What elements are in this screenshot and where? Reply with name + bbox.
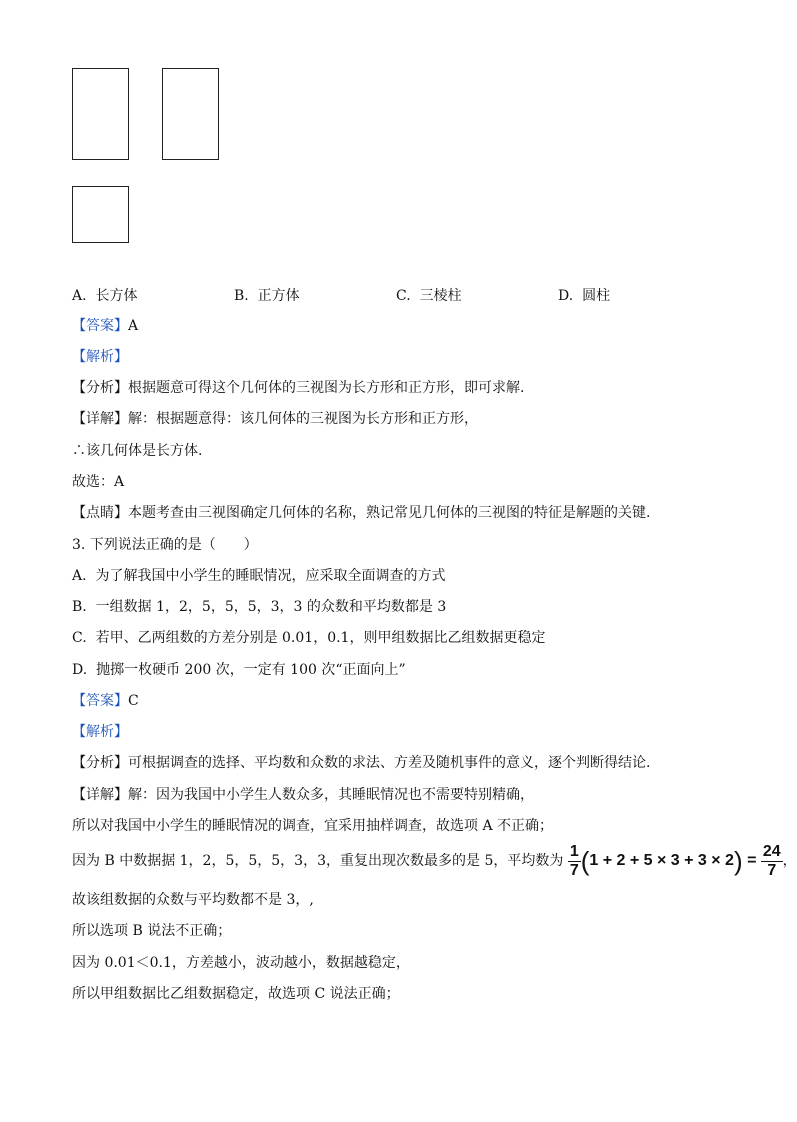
sum-expression: 1 + 2 + 5 × 3 + 3 × 2	[589, 852, 734, 869]
fraction-one-seventh: $\frac{1}{7}$	[569, 842, 579, 879]
q3-line6: 因为 0.01＜0.1，方差越小，波动越小，数据越稳定，	[72, 955, 410, 971]
mean-formula: $\frac{1}{7}$ (1 + 2 + 5 × 3 + 3 × 2) = $\frac{24}{7}$ ，	[569, 842, 797, 879]
q2-option-b: B. 正方体	[234, 288, 300, 304]
q2-option-a: A. 长方体	[72, 288, 138, 304]
q3-fenxi: 【分析】可根据调查的选择、平均数和众数的求法、方差及随机事件的意义，逐个判断得结论.	[72, 755, 651, 771]
q3-line4: 故该组数据的众数与平均数都不是 3，,	[72, 892, 314, 908]
answer-tag: 【答案】	[72, 693, 128, 709]
answer-tag: 【答案】	[72, 318, 128, 334]
q2-fenxi: 【分析】根据题意可得这个几何体的三视图为长方形和正方形，即可求解.	[72, 380, 525, 396]
q2-answer: 【答案】A	[72, 318, 139, 334]
q3-line3: 因为 B 中数据据 1，2，5，5，5，3，3，重复出现次数最多的是 5，平均数为 $\frac{1}{7}$ (1 + 2 + 5 × 3 + 3 × 2) = $\frac{24}{7}$ ，	[72, 841, 797, 881]
q3-line7: 所以甲组数据比乙组数据稳定，故选项 C 说法正确；	[72, 986, 400, 1002]
side-view-rectangle	[162, 68, 219, 160]
q3-option-a: A. 为了解我国中小学生的睡眠情况，应采取全面调查的方式	[72, 568, 446, 584]
q3-option-d: D. 抛掷一枚硬币 200 次，一定有 100 次“正面向上”	[72, 662, 406, 678]
q3-analysis-tag: 【解析】	[72, 724, 128, 740]
top-view-square	[72, 186, 129, 243]
q2-dianjing: 【点睛】本题考查由三视图确定几何体的名称，熟记常见几何体的三视图的特征是解题的关键.	[72, 505, 651, 521]
fraction-result: $\frac{24}{7}$	[762, 842, 781, 879]
front-view-rectangle	[72, 68, 129, 160]
q3-option-c: C. 若甲、乙两组数的方差分别是 0.01，0.1，则甲组数据比乙组数据更稳定	[72, 630, 546, 646]
q3-xiangjie: 【详解】解：因为我国中小学生人数众多，其睡眠情况也不需要特别精确，	[72, 787, 534, 803]
q2-therefore: ∴该几何体是长方体.	[72, 443, 203, 459]
q2-option-c: C. 三棱柱	[396, 288, 462, 304]
q3-question: 3. 下列说法正确的是（ ）	[72, 537, 258, 553]
q2-option-d: D. 圆柱	[558, 288, 611, 304]
q2-analysis-tag: 【解析】	[72, 349, 128, 365]
q2-choose: 故选：A	[72, 474, 125, 490]
q3-answer: 【答案】C	[72, 693, 139, 709]
q2-xiangjie: 【详解】解：根据题意得：该几何体的三视图为长方形和正方形，	[72, 411, 478, 427]
q3-line2: 所以对我国中小学生的睡眠情况的调查，宜采用抽样调查，故选项 A 不正确；	[72, 818, 554, 834]
q3-option-b: B. 一组数据 1，2，5，5，5，3，3 的众数和平均数都是 3	[72, 599, 447, 615]
q3-line5: 所以选项 B 说法不正确；	[72, 923, 232, 939]
